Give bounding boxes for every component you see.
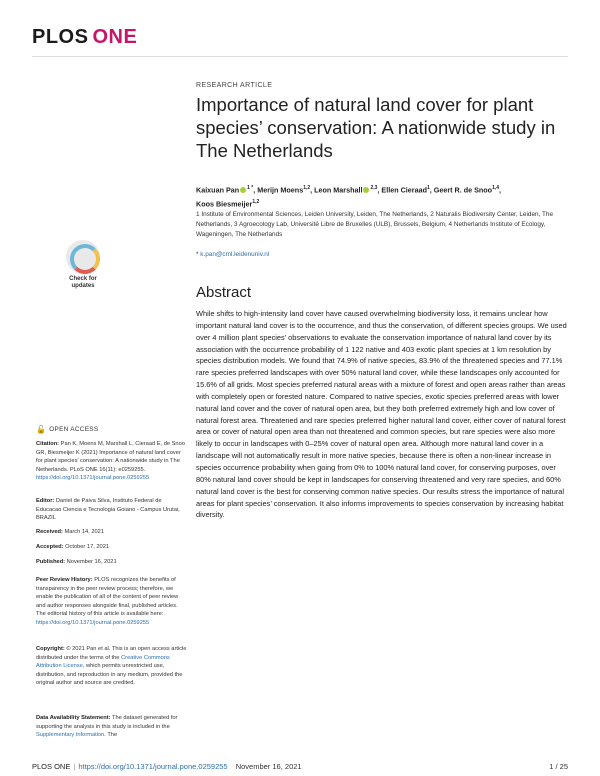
citation: Citation: Pan K, Moens M, Marshall L, Cieraad E, de Snoo GR, Biesmeijer K (2021) Importance of natural land cover for plant species’ conservation: A nationwide study in The Netherlands. PLoS ONE 16(11): e0259255. https://doi.org/10.1371/journal.pone.0259255 (36, 441, 185, 482)
email-link[interactable]: k.pan@cml.leidenuniv.nl (200, 251, 270, 258)
check-for-updates-icon (66, 240, 100, 274)
article-title: Importance of natural land cover for plant species’ conservation: A nationwide study in The Netherlands (196, 94, 556, 161)
license-link[interactable]: Creative Commons Attribution License (36, 654, 170, 670)
page-number: 1 / 25 (549, 762, 568, 771)
affiliations: 1 Institute of Environmental Sciences, Leiden University, Leiden, The Netherlands, 2 Naturalis Biodiversity Center, Leiden, The Netherlands, 3 Agroecology Lab, Université Libre de Bruxelles (ULB), Brussels, Belgium, 4 Netherlands Institute of Ecology, Wageningen, The Netherlands (196, 211, 554, 238)
article-type: RESEARCH ARTICLE (196, 82, 273, 89)
open-lock-icon: 🔓 (36, 425, 47, 434)
author-name[interactable]: Koos Biesmeijer (196, 199, 253, 209)
copyright: Copyright: © 2021 Pan et al. This is an open access article distributed under the terms of the Creative Commons Attribution License, which permits unrestricted use, distribution, and reproduction in any medium, provided the original author and source are credited. (36, 646, 187, 687)
badge-label: Check for updates (69, 276, 97, 289)
check-for-updates-badge[interactable] (62, 240, 104, 296)
peer-review-link[interactable]: https://doi.org/10.1371/journal.pone.0259255 (36, 619, 150, 626)
page-footer: PLOS ONE | https://doi.org/10.1371/journal.pone.0259255 November 16, 2021 1 / 25 (32, 762, 568, 771)
footer-doi-link[interactable]: https://doi.org/10.1371/journal.pone.0259255 (78, 762, 228, 771)
author-name[interactable]: Kaixuan Pan (196, 185, 240, 195)
email-marker: * (196, 251, 199, 258)
orcid-icon[interactable] (240, 187, 246, 193)
author-affil-sup: 1,4 (492, 185, 500, 191)
author-affil-sup: 2,3 (370, 185, 378, 191)
footer-date: November 16, 2021 (235, 762, 302, 771)
abstract-heading: Abstract (196, 284, 252, 301)
logo-one: ONE (92, 26, 138, 48)
author-name[interactable]: , Ellen Cieraad (377, 185, 427, 195)
received-date: Received: March 14, 2021 (36, 529, 104, 535)
peer-review-history: Peer Review History: PLOS recognizes the benefits of transparency in the peer review process; therefore, we enable the publication of all of the content of peer review and author responses alongside final, published articles. The editorial history of this article is available here: https://doi.org/10.1371/journal.pone.0259255 (36, 577, 179, 626)
citation-doi-link[interactable]: https://doi.org/10.1371/journal.pone.0259255 (36, 475, 150, 482)
supplementary-link[interactable]: Supplementary Information (36, 732, 105, 739)
abstract-text: While shifts to high-intensity land cover have caused overwhelming biodiversity loss, it remains unclear how important natural land cover is to the occurrence, and thus the conservation, of different species groups. We used over 4 million plant species’ observations to evaluate the conservation importance of natural land cover by its association with the occurrence probability of 1 122 native and 403 exotic plant species at 1 km resolution by species distribution models. We found that 74.9% of native species, 83.9% of the threatened species and 77.1% rare species preferred landscapes with over 50% natural land cover, while these landscapes only accounted for 15.6% of all grids. Most species preferred natural areas with a mixture of forest and open areas rather than areas with completely open or forested nature. Compared to native species, exotic species preferred areas with lower natural land cover and the cover of natural open area, but they both preferred extremely high and low cover of natural forest area. Threatened and rare species preferred higher natural land cover, either cover of natural forest area or cover of natural open area than not threatened and common species, but rare species were also more likely to occur in landscapes with 0–25% cover of natural open area. Although more natural land cover in a landscape will not automatically result in more native species, because there is often a non-linear increase in species occurrence probability when going from 0% to 100% natural land cover, for conserving purposes, over 80% natural land cover should be kept in landscapes for conserving threatened and very rare species, and 60% natural land cover is the best for conserving common native species. Our results stress the importance of natural areas for plant species’ conservation. It also informs improvements to species conservation by increasing habitat diversity. (196, 309, 567, 520)
corresponding-email (196, 251, 570, 258)
open-access-label: 🔓 OPEN ACCESS (36, 425, 99, 434)
orcid-icon[interactable] (363, 187, 369, 193)
author-list (196, 182, 570, 211)
author-affil-sup: 1 (426, 185, 430, 191)
author-affil-sup: 1,2 (303, 185, 311, 191)
editor: Editor: Daniel de Paiva Silva, Instituto Federal de Educacao Ciencia e Tecnologia Goiano - Campus Urutai, BRAZIL (36, 498, 180, 522)
author-name[interactable]: , Merijn Moens (253, 185, 304, 195)
published-date: Published: November 16, 2021 (36, 559, 117, 565)
accepted-date: Accepted: October 17, 2021 (36, 544, 110, 550)
journal-logo (32, 26, 137, 49)
author-separator: , (499, 185, 502, 195)
data-availability: Data Availability Statement: The dataset generated for supporting the analysis in this study is included in the Supplementary Information. The (36, 715, 178, 739)
author-affil-sup: 1,2 (252, 199, 260, 206)
author-name[interactable]: , Geert R. de Snoo (429, 185, 493, 195)
author-name[interactable]: , Leon Marshall (310, 185, 363, 195)
author-affil-sup: 1 * (247, 185, 254, 191)
logo-plos: PLOS (32, 26, 89, 48)
header-divider (32, 56, 568, 57)
footer-journal: PLOS ONE (32, 762, 71, 771)
